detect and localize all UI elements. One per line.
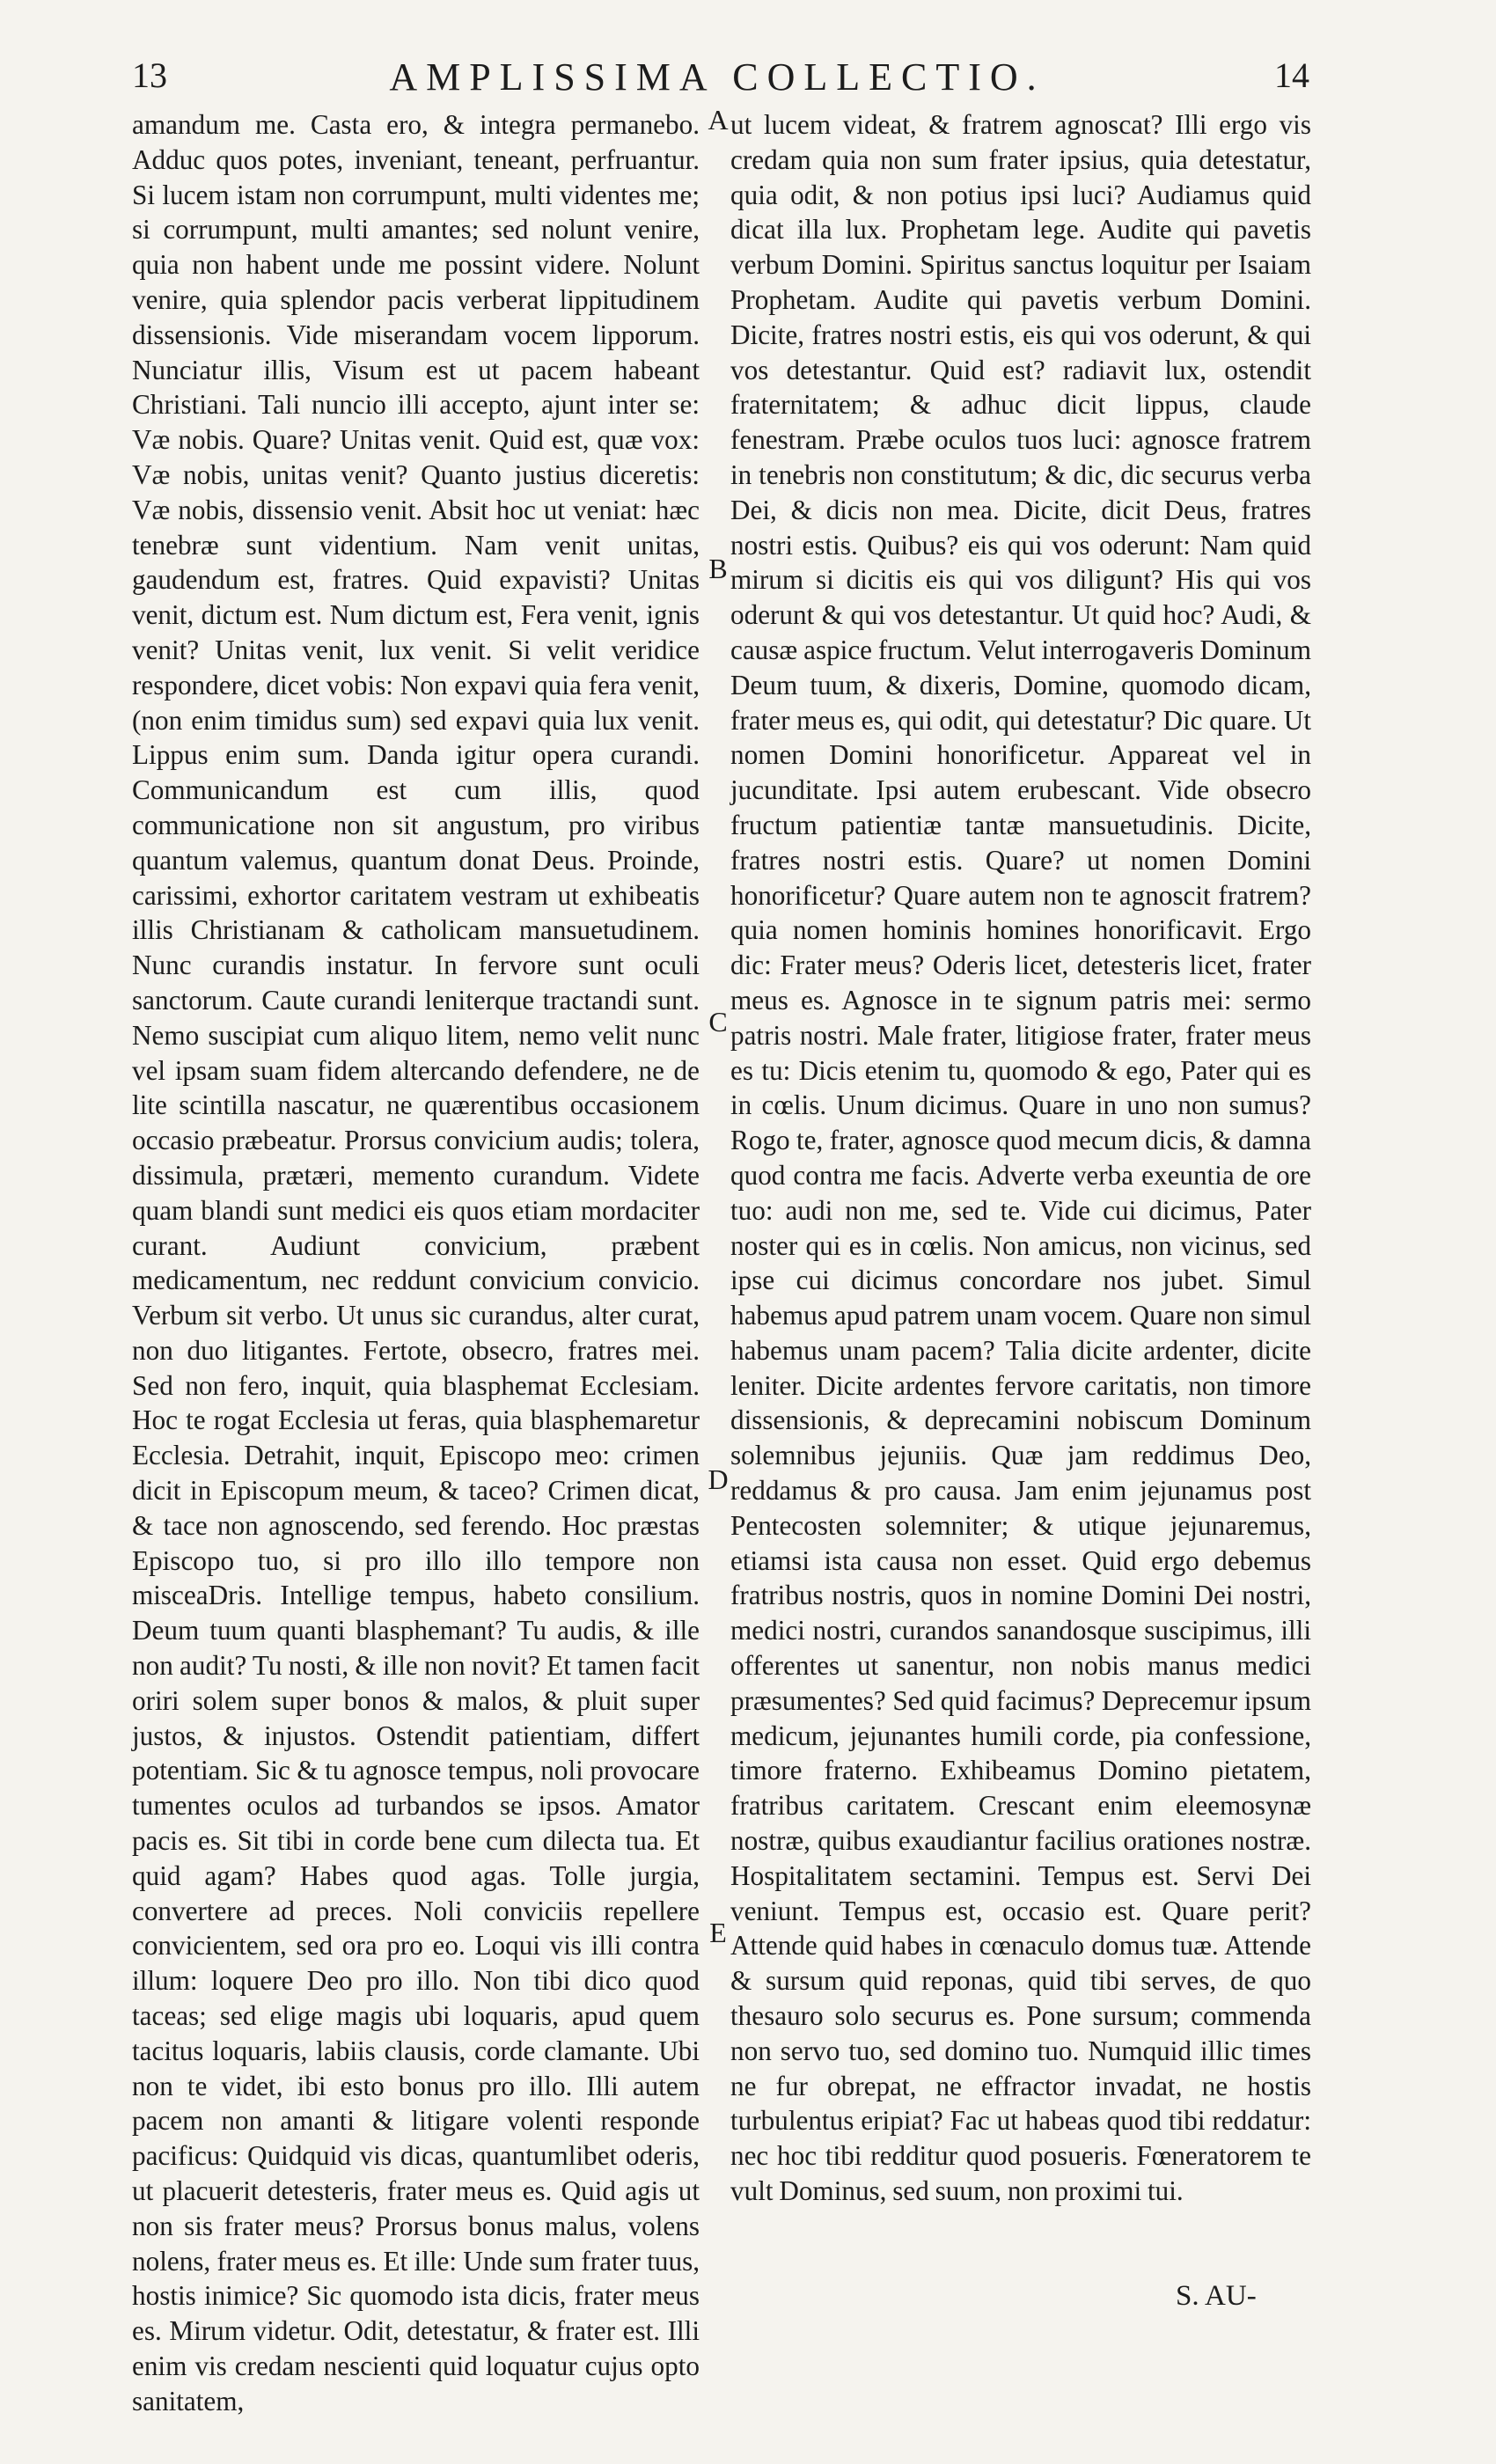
left-column	[132, 107, 700, 2416]
running-title: AMPLISSIMA COLLECTIO.	[389, 55, 1045, 99]
section-marker-a: A	[708, 104, 729, 136]
right-column	[730, 107, 1311, 2325]
section-marker-c: C	[708, 1006, 728, 1038]
catchword: S. AU-	[1176, 2280, 1257, 2312]
page-number-right: 14	[1274, 55, 1309, 95]
running-header	[0, 55, 1496, 107]
section-marker-e: E	[709, 1917, 727, 1948]
section-marker-b: B	[708, 553, 728, 584]
right-column-text: ut lucem videat, & fratrem agnoscat? Illi ergo vis credam quia non sum frater ipsius, quia detestatur, quia odit, & non potius ipsi luci? Audiamus quid dicat illa lux. Prophetam lege. Audite qui pavetis verbum Domini. Spiritus sanctus loquitur per Isaiam Prophetam. Audite qui pavetis verbum Domini. Dicite, fratres nostri estis, eis qui vos oderunt, & qui vos detestantur. Quid est? radiavit lux, ostendit fraternitatem; & adhuc dicit lippus, claude fenestram. Præbe oculos tuos luci: agnosce fratrem in tenebris non constitutum; & dic, dic securus verba Dei, & dicis non mea. Dicite, dicit Deus, fratres nostri estis. Quibus? eis qui vos oderunt: Nam quid mirum si dicitis eis qui vos diligunt? His qui vos oderunt & qui vos detestantur. Ut quid hoc? Audi, & causæ aspice fructum. Velut interrogaveris Dominum Deum tuum, & dixeris, Domine, quomodo dicam, frater meus es, qui odit, qui detestatur? Dic quare. Ut nomen Domini honorificetur. Appareat vel in jucunditate. Ipsi autem erubescant. Vide obsecro fructum patientiæ tantæ mansuetudinis. Dicite, fratres nostri estis. Quare? ut nomen Domini honorificetur? Quare autem non te agnoscit fratrem? quia nomen hominis homines honorificavit. Ergo dic: Frater meus? Oderis licet, detesteris licet, frater meus es. Agnosce in te signum patris mei: sermo patris nostri. Male frater, litigiose frater, frater meus es tu: Dicis etenim tu, quomodo & ego, Pater qui es in cœlis. Unum dicimus. Quare in uno non sumus? Rogo te, frater, agnosce quod mecum dicis, & damna quod contra me facis. Adverte verba exeuntia de ore tuo: audi non me, sed te. Vide cui dicimus, Pater noster qui es in cœlis. Non amicus, non vicinus, sed ipse cui dicimus concordare nos jubet. Simul habemus apud patrem unam vocem. Quare non simul habemus unam pacem? Talia dicite ardenter, dicite leniter. Dicite ardentes fervore caritatis, non timore dissensionis, & deprecamini nobiscum Dominum solemnibus jejuniis. Quæ jam reddimus Deo, reddamus & pro causa. Jam enim jejunamus post Pentecosten solemniter; & utique jejunaremus, etiamsi ista causa non esset. Quid ergo debemus fratribus nostris, quos in nomine Domini Dei nostri, medici nostri, curandos sanandosque suscipimus, illi offerentes ut sanentur, non nobis manus medici præsumentes? Sed quid facimus? Deprecemur ipsum medicum, jejunantes humili corde, pia confessione, timore fraterno. Exhibeamus Domino pietatem, fratribus caritatem. Crescant enim eleemosynæ nostræ, quibus exaudiantur facilius orationes nostræ. Hospitalitatem sectamini. Tempus est. Servi Dei veniunt. Tempus est, occasio est. Quare perit? Attende quid habes in cœnaculo domus tuæ. Attende & sursum quid reponas, quid tibi serves, de quo thesauro solo securus es. Pone sursum; commenda non servo tuo, sed domino tuo. Numquid illic times ne fur obrepat, ne effractor invadat, ne hostis turbulentus eripiat? Fac ut habeas quod tibi reddatur: nec hoc tibi redditur quod posueris. Fœneratorem te vult Dominus, sed suum, non proximi tui.	[730, 109, 1311, 2207]
section-marker-d: D	[708, 1463, 729, 1495]
left-column-text: amandum me. Casta ero, & integra permanebo. Adduc quos potes, inveniant, teneant, perfruantur. Si lucem istam non corrumpunt, multi videntes me; si corrumpunt, multi amantes; sed nolunt venire, quia non habent unde me possint videre. Nolunt venire, quia splendor pacis verberat lippitudinem dissensionis. Vide miserandam vocem lipporum. Nunciatur illis, Visum est ut pacem habeant Christiani. Tali nuncio illi accepto, ajunt inter se: Væ nobis. Quare? Unitas venit. Quid est, quæ vox: Væ nobis, unitas venit? Quanto justius diceretis: Væ nobis, dissensio venit. Absit hoc ut veniat: hæc tenebræ sunt videntium. Nam venit unitas, gaudendum est, fratres. Quid expavisti? Unitas venit, dictum est. Num dictum est, Fera venit, ignis venit? Unitas venit, lux venit. Si velit veridice respondere, dicet vobis: Non expavi quia fera venit, (non enim timidus sum) sed expavi quia lux venit. Lippus enim sum. Danda igitur opera curandi. Communicandum est cum illis, quod communicatione non sit angustum, pro viribus quantum valemus, quantum donat Deus. Proinde, carissimi, exhortor caritatem vestram ut exhibeatis illis Christianam & catholicam mansuetudinem. Nunc curandis instatur. In fervore sunt oculi sanctorum. Caute curandi leniterque tractandi sunt. Nemo suscipiat cum aliquo litem, nemo velit nunc vel ipsam suam fidem altercando defendere, ne de lite scintilla nascatur, ne quærentibus occasionem occasio præbeatur. Prorsus convicium audis; tolera, dissimula, prætæri, memento curandum. Videte quam blandi sunt medici eis quos etiam mordaciter curant. Audiunt convicium, præbent medicamentum, nec reddunt convicium convicio. Verbum sit verbo. Ut unus sic curandus, alter curat, non duo litigantes. Fertote, obsecro, fratres mei. Sed non fero, inquit, quia blasphemat Ecclesiam. Hoc te rogat Ecclesia ut feras, quia blasphemaretur Ecclesia. Detrahit, inquit, Episcopo meo: crimen dicit in Episcopum meum, & taceo? Crimen dicat, & tace non agnoscendo, sed ferendo. Hoc præstas Episcopo tuo, si pro illo illo tempore non misceaDris. Intellige tempus, habeto consilium. Deum tuum quanti blasphemant? Tu audis, & ille non audit? Tu nosti, & ille non novit? Et tamen facit oriri solem super bonos & malos, & pluit super justos, & injustos. Ostendit patientiam, differt potentiam. Sic & tu agnosce tempus, noli provocare tumentes oculos ad turbandos se ipsos. Amator pacis es. Sit tibi in corde bene cum dilecta tua. Et quid agam? Habes quod agas. Tolle jurgia, convertere ad preces. Noli conviciis repellere convicientem, sed ora pro eo. Loqui vis illi contra illum: loquere Deo pro illo. Non tibi dico quod taceas; sed elige magis ubi loquaris, apud quem tacitus loquaris, labiis clausis, corde clamante. Ubi non te videt, ibi esto bonus pro illo. Illi autem pacem non amanti & litigare volenti responde pacificus: Quidquid vis dicas, quantumlibet oderis, ut placuerit detesteris, frater meus es. Quid agis ut non sis frater meus? Prorsus bonus malus, volens nolens, frater meus es. Et ille: Unde sum frater tuus, hostis inimice? Sic quomodo ista dicis, frater meus es. Mirum videtur. Odit, detestatur, & frater est. Illi enim vis credam nescienti quid loquatur cujus opto sanitatem,	[132, 109, 700, 2416]
page-number-left: 13	[132, 55, 167, 95]
